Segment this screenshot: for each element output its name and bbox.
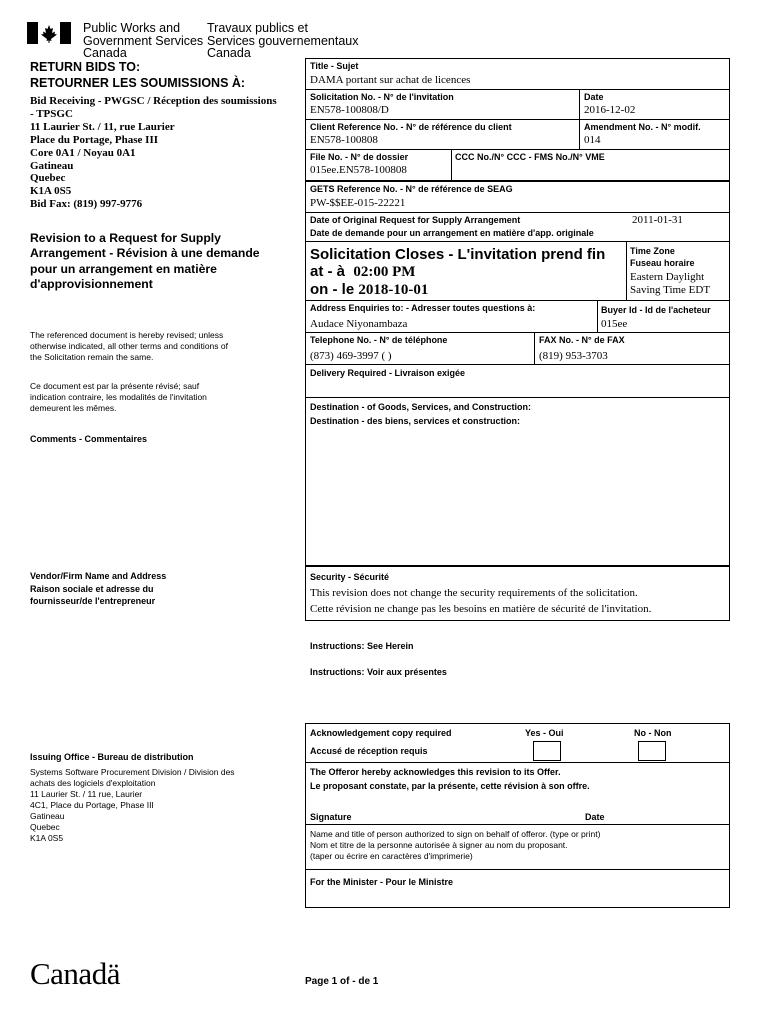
- instructions-fr: Instructions: Voir aux présentes: [310, 667, 447, 677]
- client-ref-value: EN578-100808: [310, 134, 378, 146]
- acknowledgement-label-en: Acknowledgement copy required: [310, 728, 452, 738]
- destination-label-fr: Destination - des biens, services et construction:: [310, 416, 521, 426]
- enquiries-label: Address Enquiries to: - Adresser toutes questions à:: [310, 303, 536, 313]
- solicitation-value: EN578-100808/D: [310, 104, 389, 116]
- security-text-fr: Cette révision ne change pas les besoins en matière de sécurité de l'invitation.: [310, 603, 652, 615]
- ccc-label: CCC No./N° CCC - FMS No./N° VME: [455, 152, 605, 162]
- return-bids-title: RETURN BIDS TO: RETOURNER LES SOUMISSIONS À:: [30, 60, 246, 90]
- signature-label: Signature: [310, 812, 352, 822]
- amendment-label: Amendment No. - N° modif.: [584, 122, 701, 132]
- no-label: No - Non: [634, 728, 672, 738]
- canada-flag-icon: [27, 22, 71, 44]
- solicitation-label: Solicitation No. - N° de l'invitation: [310, 92, 454, 102]
- offeror-ack-en: The Offeror hereby acknowledges this revision to its Offer.: [310, 767, 561, 777]
- vendor-label: Vendor/Firm Name and Address Raison sociale et adresse du fournisseur/de l'entrepreneur: [30, 571, 167, 606]
- title-value: DAMA portant sur achat de licences: [310, 74, 471, 86]
- revision-notice-fr: Ce document est par la présente révisé; sauf indication contraire, les modalités de l'invitation demeurent les mêmes.: [30, 381, 207, 413]
- issuing-office-label: Issuing Office - Bureau de distribution: [30, 752, 194, 762]
- name-title-instructions: Name and title of person authorized to sign on behalf of offeror. (type or print) Nom et titre de la personne autorisée à signer au nom du proposant. (taper ou écrire en caractères d'imprimerie): [310, 829, 601, 861]
- instructions-en: Instructions: See Herein: [310, 641, 414, 651]
- comments-label: Comments - Commentaires: [30, 434, 148, 444]
- title-label: Title - Sujet: [310, 61, 359, 71]
- acknowledgement-label-fr: Accusé de réception requis: [310, 746, 428, 756]
- yes-label: Yes - Oui: [525, 728, 564, 738]
- fax-value: (819) 953-3703: [539, 350, 608, 362]
- signature-line: [305, 824, 730, 825]
- no-checkbox[interactable]: [638, 741, 666, 761]
- original-request-label-en: Date of Original Request for Supply Arrangement: [310, 215, 521, 225]
- fax-label: FAX No. - N° de FAX: [539, 335, 625, 345]
- security-label: Security - Sécurité: [310, 572, 390, 582]
- time-zone-label: Time Zone Fuseau horaire: [630, 246, 695, 268]
- date-label: Date: [584, 92, 604, 102]
- gets-value: PW-$$EE-015-22221: [310, 197, 406, 209]
- amendment-value: 014: [584, 134, 601, 146]
- minister-label: For the Minister - Pour le Ministre: [310, 877, 454, 887]
- signature-date-label: Date: [585, 812, 605, 822]
- telephone-value: (873) 469-3997 ( ): [310, 350, 392, 362]
- security-text-en: This revision does not change the security requirements of the solicitation.: [310, 587, 638, 599]
- return-bids-address: Bid Receiving - PWGSC / Réception des soumissions - TPSGC 11 Laurier St. / 11, rue Laurier Place du Portage, Phase III Core 0A1 / Noyau 0A1 Gatineau Quebec K1A 0S5 Bid Fax: (819) 997-9776: [30, 95, 277, 211]
- original-request-date: 2011-01-31: [632, 214, 683, 226]
- offeror-ack-fr: Le proposant constate, par la présente, cette révision à son offre.: [310, 781, 590, 791]
- file-label: File No. - N° de dossier: [310, 152, 409, 162]
- enquiries-value: Audace Niyonambaza: [310, 318, 408, 330]
- canada-wordmark: Canadä: [30, 956, 120, 991]
- page-number: Page 1 of - de 1: [305, 976, 379, 987]
- issuing-office-address: Systems Software Procurement Division / Division des achats des logiciels d'exploitation 11 Laurier St. / 11 rue, Laurier 4C1, Place du Portage, Phase III Gatineau Quebec K1A 0S5: [30, 767, 235, 843]
- client-ref-label: Client Reference No. - N° de référence du client: [310, 122, 512, 132]
- destination-label-en: Destination - of Goods, Services, and Construction:: [310, 402, 532, 412]
- solicitation-closes: Solicitation Closes - L'invitation prend fin at - à 02:00 PM on - le 2018-10-01: [310, 246, 606, 298]
- original-request-label-fr: Date de demande pour un arrangement en matière d'app. originale: [310, 228, 594, 238]
- date-value: 2016-12-02: [584, 104, 636, 116]
- revision-notice-en: The referenced document is hereby revised; unless otherwise indicated, all other terms and conditions of the Solicitation remain the same.: [30, 330, 228, 362]
- buyer-id-value: 015ee: [601, 318, 628, 330]
- time-zone-value: Eastern Daylight Saving Time EDT: [630, 271, 711, 296]
- department-name-fr: Travaux publics et Services gouvernementaux Canada: [207, 21, 359, 60]
- telephone-label: Telephone No. - N° de téléphone: [310, 335, 448, 345]
- yes-checkbox[interactable]: [533, 741, 561, 761]
- delivery-label: Delivery Required - Livraison exigée: [310, 368, 466, 378]
- revision-title: Revision to a Request for Supply Arrangement - Révision à une demande pour un arrangement en matière d'approvisionnement: [30, 231, 260, 291]
- gets-label: GETS Reference No. - N° de référence de SEAG: [310, 184, 513, 194]
- closing-date: 2018-10-01: [358, 282, 429, 298]
- buyer-id-label: Buyer Id - Id de l'acheteur: [601, 305, 711, 315]
- file-value: 015ee.EN578-100808: [310, 164, 407, 176]
- department-name-en: Public Works and Government Services Canada: [83, 21, 204, 60]
- closing-time: 02:00 PM: [353, 264, 416, 280]
